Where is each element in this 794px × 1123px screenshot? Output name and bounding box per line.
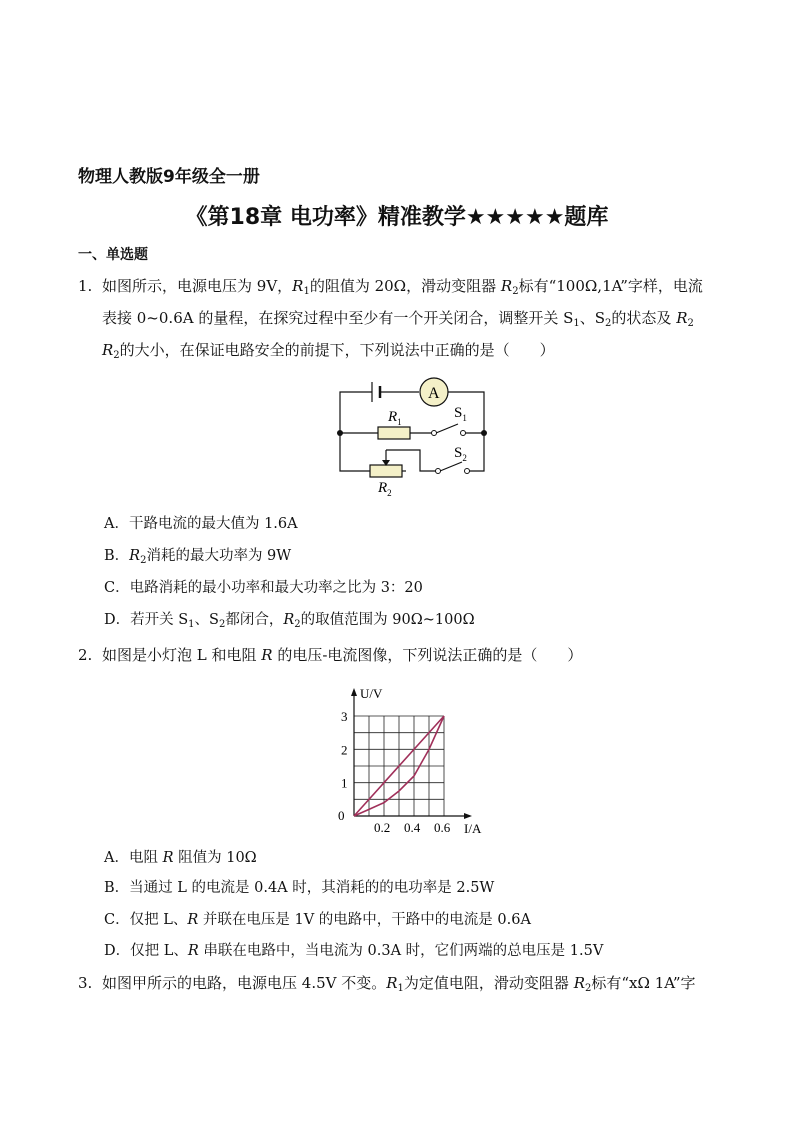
question-number: 1. — [78, 277, 93, 295]
x-axis-label: I/A — [464, 821, 482, 836]
question-2-text: 如图是小灯泡 L 和电阻 R 的电压-电流图像，下列说法正确的是（ ） — [102, 646, 583, 664]
option-d: D．仅把 L、R 串联在电路中，当电流为 0.3A 时，它们两端的总电压是 1.5V — [104, 943, 604, 959]
x-axis-arrow — [464, 813, 472, 819]
r1-label: $R_1$ — [388, 409, 402, 427]
question-1-line-1: 如图所示，电源电压为 9V，$R_1$的阻值为 20Ω，滑动变阻器 $R_2$标有“100Ω,1A”字样，电流 — [102, 277, 703, 297]
question-1-line-2: 表接 0~0.6A 的量程，在探究过程中至少有一个开关闭合，调整开关 $S_1$、$S_2$的状态及 $R_2$ — [102, 309, 694, 329]
option-d: D．若开关 $S_1$、$S_2$都闭合，$R_2$的取值范围为 90Ω~100Ω — [104, 612, 475, 630]
y-tick-label: 1 — [341, 775, 348, 791]
document-title: 《第18章 电功率》精准教学★★★★★题库 — [185, 205, 609, 230]
circuit-diagram — [330, 370, 500, 500]
option-b: B．$R_2$消耗的最大功率为 9W — [104, 548, 292, 566]
s2-label: $S_2$ — [454, 445, 467, 463]
question-number: 2. — [78, 646, 93, 664]
option-a: A．电阻 R 阻值为 10Ω — [104, 850, 257, 866]
question-1-line-3: $R_2$的大小，在保证电路安全的前提下，下列说法中正确的是（ ） — [102, 341, 555, 361]
s1-label: $S_1$ — [454, 405, 467, 423]
y-tick-label: 3 — [341, 709, 348, 724]
x-tick-label: 0.4 — [404, 820, 421, 835]
x-tick-label: 0.6 — [434, 820, 451, 835]
y-tick-label: 2 — [341, 742, 348, 758]
voltage-current-chart — [330, 678, 490, 838]
y-axis-label: U/V — [360, 686, 383, 701]
y-tick-label: 0 — [338, 808, 345, 823]
r2-label: $R_2$ — [378, 480, 392, 498]
section-heading: 一、单选题 — [78, 247, 148, 263]
option-b: B．当通过 L 的电流是 0.4A 时，其消耗的的电功率是 2.5W — [104, 880, 495, 896]
document-subtitle: 物理人教版9年级全一册 — [78, 167, 260, 187]
question-number: 3. — [78, 974, 93, 992]
ammeter-label: A — [428, 385, 440, 402]
x-tick-label: 0.2 — [374, 820, 391, 835]
option-c: C．电路消耗的最小功率和最大功率之比为 3：20 — [104, 580, 423, 596]
y-axis-arrow — [351, 688, 357, 696]
option-c: C．仅把 L、R 并联在电压是 1V 的电路中，干路中的电流是 0.6A — [104, 912, 531, 928]
option-a: A．干路电流的最大值为 1.6A — [104, 516, 298, 532]
question-3-text: 如图甲所示的电路，电源电压 4.5V 不变。$R_1$为定值电阻，滑动变阻器 $R_2$标有“xΩ 1A”字 — [102, 974, 696, 994]
